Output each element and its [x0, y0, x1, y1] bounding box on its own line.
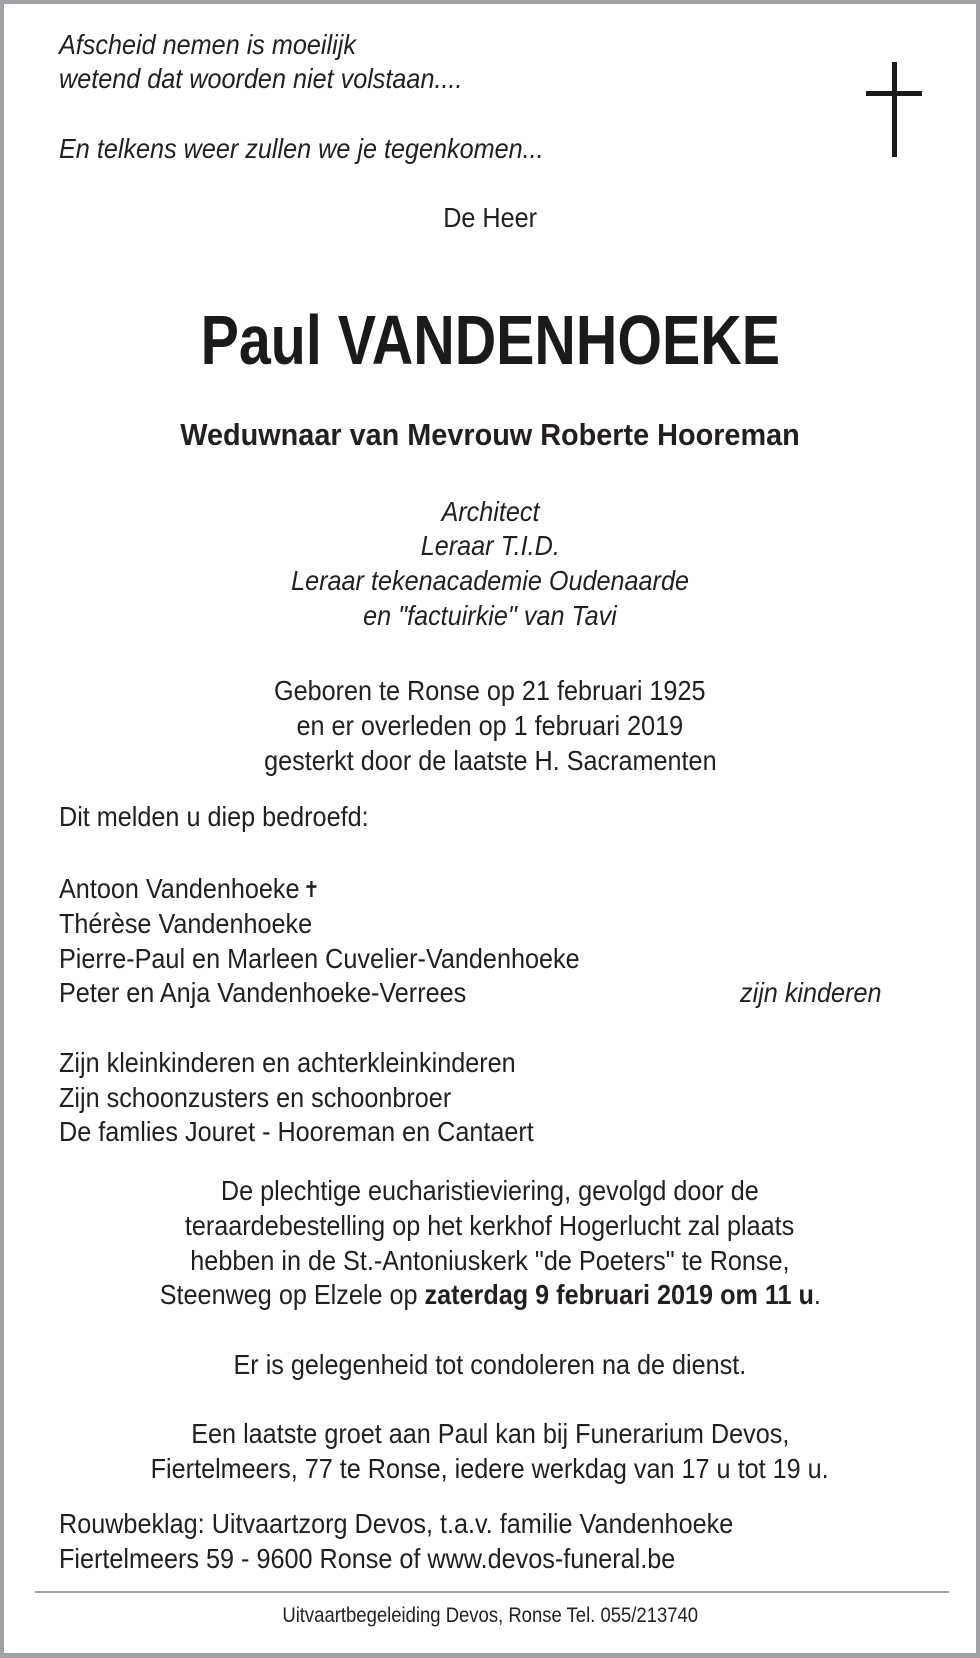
family-item: De famlies Jouret - Hooreman en Cantaert	[59, 1116, 534, 1147]
occupation: Architect	[440, 496, 540, 527]
address-line	[59, 1541, 744, 1576]
sacraments-line: gesterkt door de laatste H. Sacramenten	[263, 745, 717, 776]
family-item: Zijn kleinkinderen en achterkleinkinderen	[59, 1047, 516, 1078]
death-line: en er overleden op 1 februari 2019	[296, 710, 684, 741]
family-item: Zijn schoonzusters en schoonbroer	[59, 1082, 452, 1113]
service-line: teraardebestelling op het kerkhof Hogerlucht zal plaats	[185, 1210, 795, 1241]
birth-line: Geboren te Ronse op 21 februari 1925	[274, 675, 706, 706]
cross-icon-vertical	[892, 62, 897, 157]
visitation-line: Fiertelmeers, 77 te Ronse, iedere werkdag van 17 u tot 19 u.	[151, 1453, 829, 1484]
child-item: Antoon Vandenhoeke ✝	[59, 873, 320, 904]
widower-of: Weduwnaar van Mevrouw Roberte Hooreman	[180, 417, 800, 452]
occupation: Leraar T.I.D.	[420, 530, 560, 561]
cross-icon-horizontal	[866, 91, 922, 96]
child-item: Pierre-Paul en Marleen Cuvelier-Vandenhoeke	[59, 943, 580, 974]
children-label: zijn kinderen	[740, 977, 882, 1008]
visitation-line: Een laatste groet aan Paul kan bij Funerarium Devos,	[190, 1418, 790, 1449]
footer-divider	[35, 1591, 949, 1593]
occupation: en "factuirkie" van Tavi	[363, 600, 617, 631]
announcement: Dit melden u diep bedroefd:	[59, 801, 369, 832]
address-line: Rouwbeklag: Uitvaartzorg Devos, t.a.v. familie Vandenhoeke	[59, 1508, 734, 1539]
child-item: Peter en Anja Vandenhoeke-Verrees	[59, 977, 467, 1008]
service-line: hebben in de St.-Antoniuskerk "de Poeters" te Ronse,	[190, 1245, 790, 1276]
service-date-time: zaterdag 9 februari 2019 om 11 u	[424, 1279, 814, 1310]
honorific: De Heer	[443, 202, 537, 233]
service-line: Steenweg op Elzele op zaterdag 9 februari 2019 om 11 u.	[159, 1279, 821, 1310]
occupation: Leraar tekenacademie Oudenaarde	[291, 565, 689, 596]
poem-line: wetend dat woorden niet volstaan....	[59, 63, 463, 94]
service-line: De plechtige eucharistieviering, gevolgd door de	[221, 1175, 759, 1206]
website-link[interactable]: Fiertelmeers 59 - 9600 Ronse of www.devos-funeral.be	[59, 1543, 676, 1574]
obituary-card	[4, 4, 976, 1653]
deceased-name: Paul VANDENHOEKE	[200, 301, 780, 379]
condolence-note: Er is gelegenheid tot condoleren na de dienst.	[233, 1349, 747, 1380]
footer-credit: Uitvaartbegeleiding Devos, Ronse Tel. 055/213740	[282, 1604, 698, 1627]
poem-line: En telkens weer zullen we je tegenkomen...	[59, 133, 544, 164]
poem-line: Afscheid nemen is moeilijk	[59, 29, 356, 60]
child-item: Thérèse Vandenhoeke	[59, 908, 313, 939]
deceased-cross-icon: ✝	[303, 877, 320, 902]
